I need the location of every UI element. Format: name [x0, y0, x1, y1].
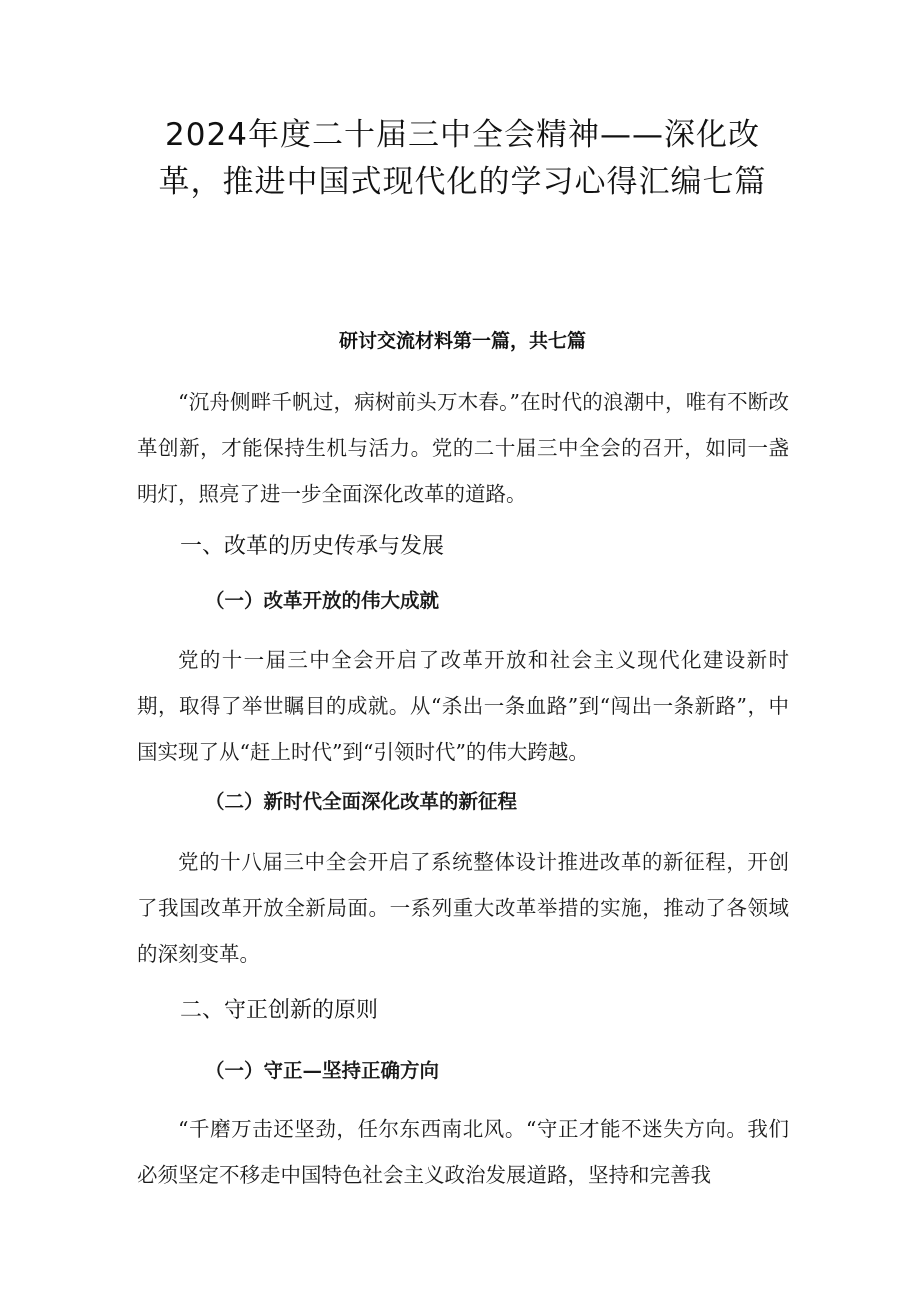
section-1-heading: 一、改革的历史传承与发展: [180, 534, 445, 559]
document-subtitle: 研讨交流材料第一篇，共七篇: [338, 330, 586, 352]
section-1-sub-1-heading: （一）改革开放的伟大成就: [205, 589, 440, 612]
section-2-sub-1-heading: （一）守正—坚持正确方向: [205, 1059, 440, 1082]
section-1-sub-2-paragraph: 党的十八届三中全会开启了系统整体设计推进改革的新征程，开创了我国改革开放全新局面。一系列重大改革举措的实施，推动了各领域的深刻变革。: [137, 850, 789, 966]
section-1-sub-1-paragraph: 党的十一届三中全会开启了改革开放和社会主义现代化建设新时期，取得了举世瞩目的成就。从“杀出一条血路”到“闯出一条新路”，中国实现了从“赶上时代”到“引领时代”的伟大跨越。: [137, 648, 789, 764]
section-2-heading: 二、守正创新的原则: [180, 998, 379, 1023]
section-2-sub-1-paragraph: “千磨万击还坚劲，任尔东西南北风。“守正才能不迷失方向。我们必须坚定不移走中国特色社会主义政治发展道路，坚持和完善我: [137, 1117, 789, 1187]
document-title: 2024年度二十届三中全会精神——深化改革，推进中国式现代化的学习心得汇编七篇: [158, 117, 767, 200]
section-1-sub-2-heading: （二）新时代全面深化改革的新征程: [205, 790, 518, 813]
intro-paragraph: “沉舟侧畔千帆过，病树前头万木春。”在时代的浪潮中，唯有不断改革创新，才能保持生机与活力。党的二十届三中全会的召开，如同一盏明灯，照亮了进一步全面深化改革的道路。: [137, 390, 789, 506]
